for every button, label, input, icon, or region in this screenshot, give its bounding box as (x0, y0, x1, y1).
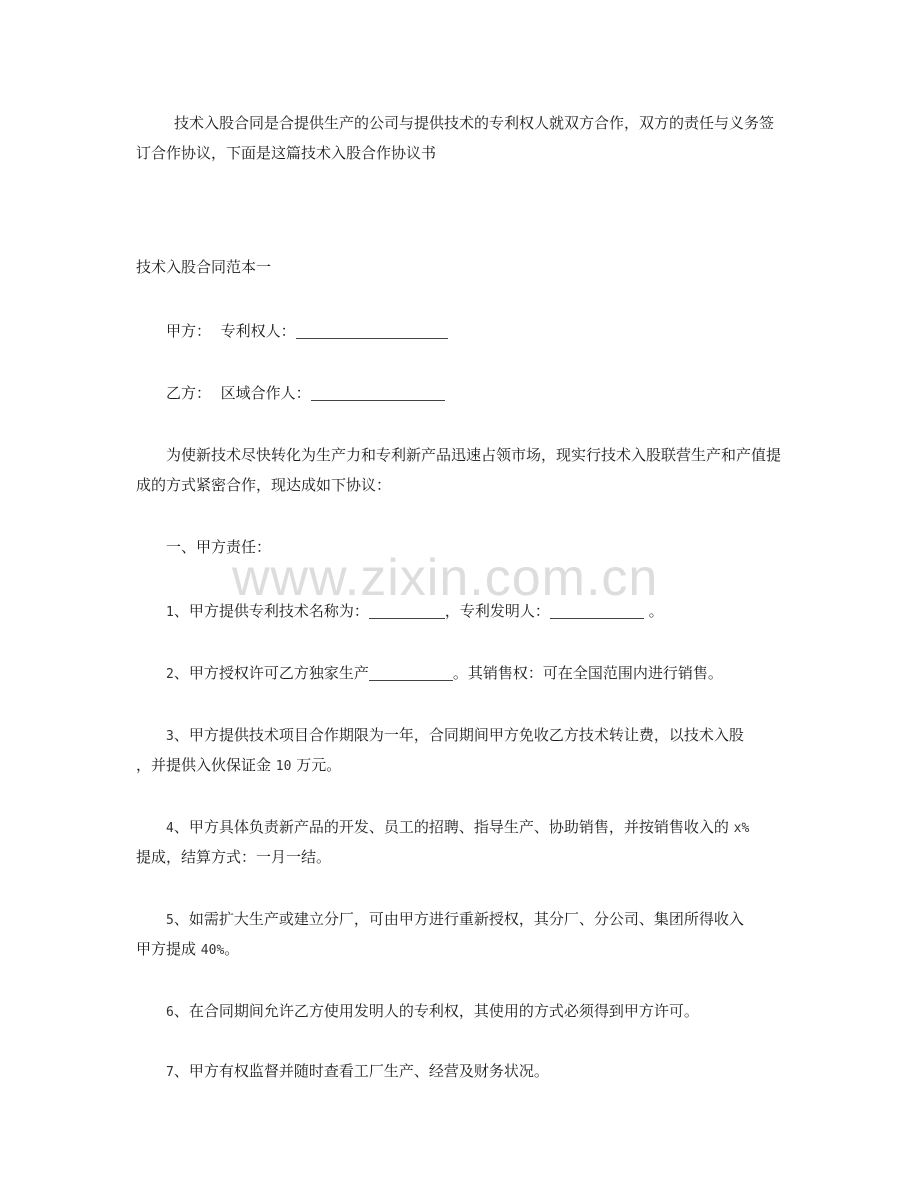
clause-1-text-a: 、甲方提供专利技术名称为： (173, 602, 369, 620)
clause-4-line-2: 提成，结算方式：一月一结。 (136, 848, 332, 866)
clause-1-text-b: ，专利发明人： (444, 602, 550, 620)
clause-1-text-c: 。 (648, 602, 664, 620)
clause-4-text-a: 、甲方具体负责新产品的开发、员工的招聘、指导生产、协助销售，并按销售收入的 (173, 818, 729, 836)
party-a-line (136, 316, 786, 346)
clause-2-number: 2 (166, 667, 174, 682)
branch-commission-rate: 40% (200, 943, 225, 958)
inventor-field[interactable] (550, 602, 644, 619)
watermark: www.zixin.com.cn (232, 549, 659, 607)
clause-3-line-1 (136, 720, 786, 752)
clause-3-line-2 (136, 750, 786, 782)
heading-party-a-duties: 一、甲方责任： (166, 538, 272, 556)
clause-7-text: 、甲方有权监督并随时查看工厂生产、经营及财务状况。 (173, 1062, 549, 1080)
clause-3-text-a: 、甲方提供技术项目合作期限为一年，合同期间甲方免收乙方技术转让费，以技术入股 (173, 726, 744, 744)
clause-4-number: 4 (166, 821, 174, 836)
clause-4-line-1 (136, 812, 786, 844)
party-b-line (136, 378, 786, 408)
clause-6-text: 、在合同期间允许乙方使用发明人的专利权，其使用的方式必须得到甲方许可。 (173, 1002, 699, 1020)
preamble-paragraph: 为使新技术尽快转化为生产力和专利新产品迅速占领市场，现实行技术入股联营生产和产值提成的方式紧密合作，现达成如下协议： (136, 446, 782, 494)
party-a-role: 专利权人： (220, 322, 296, 340)
clause-3-text-c: 万元。 (296, 756, 342, 774)
clause-2-text-a: 、甲方授权许可乙方独家生产 (173, 664, 369, 682)
patent-name-field[interactable] (369, 602, 445, 619)
party-b-role: 区域合作人： (220, 384, 311, 402)
intro-paragraph: 技术入股合同是合提供生产的公司与提供技术的专利权人就双方合作，双方的责任与义务签订合作协议，下面是这篇技术入股合作协议书 (136, 114, 775, 162)
clause-1-number: 1 (166, 605, 174, 620)
clause-7-number: 7 (166, 1065, 174, 1080)
clause-2 (136, 658, 786, 690)
party-b-name-field[interactable] (311, 384, 445, 401)
clause-5-text-a: 、如需扩大生产或建立分厂，可由甲方进行重新授权，其分厂、分公司、集团所得收入 (173, 910, 744, 928)
clause-5-line-2 (136, 934, 786, 966)
clause-3-text-b: ，并提供入伙保证金 (136, 756, 272, 774)
party-a-name-field[interactable] (296, 322, 448, 339)
party-b-label: 乙方： (166, 384, 212, 402)
product-field[interactable] (369, 664, 453, 681)
clause-5-number: 5 (166, 913, 174, 928)
clause-6-number: 6 (166, 1005, 174, 1020)
clause-1 (136, 596, 786, 628)
party-a-label: 甲方： (166, 322, 212, 340)
clause-7 (136, 1056, 786, 1088)
clause-5-text-b: 甲方提成 (136, 940, 197, 958)
clause-3-number: 3 (166, 729, 174, 744)
clause-5-text-c: 。 (224, 940, 240, 958)
deposit-amount: 10 (275, 759, 292, 774)
section-title: 技术入股合同范本一 (136, 258, 272, 276)
clause-2-text-b: 。其销售权：可在全国范围内进行销售。 (452, 664, 723, 682)
clause-5-line-1 (136, 904, 786, 936)
commission-rate: x% (733, 821, 750, 836)
clause-6 (136, 996, 786, 1028)
